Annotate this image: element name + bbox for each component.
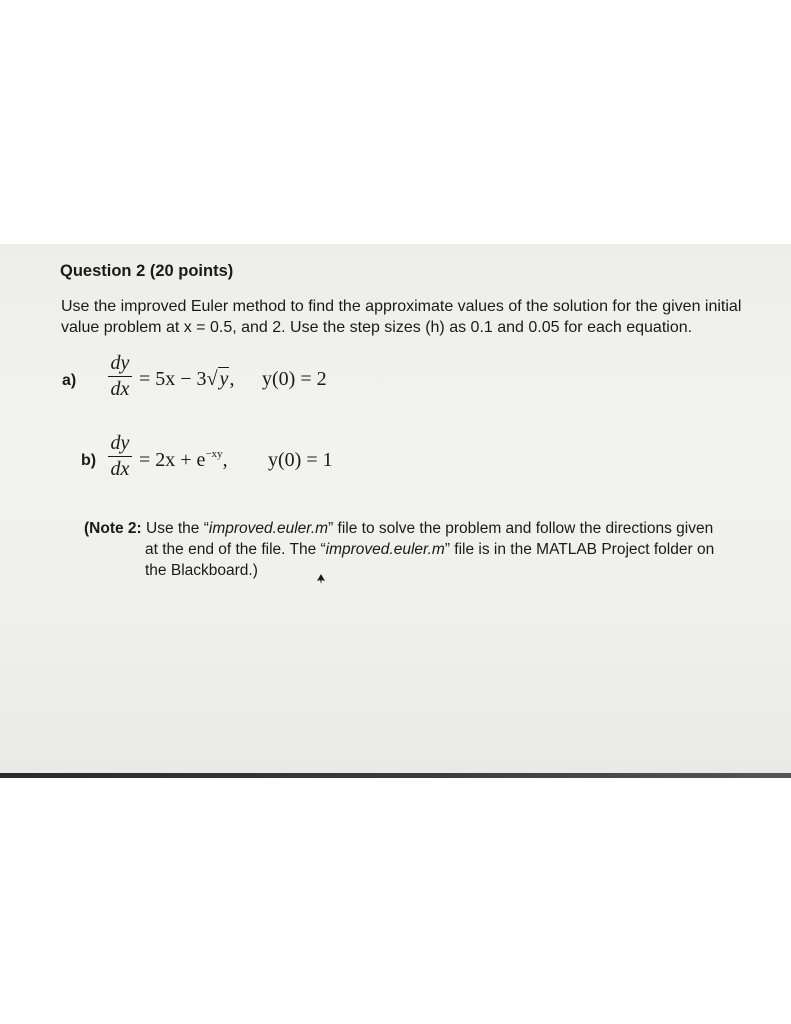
- part-b-label: b): [81, 452, 97, 469]
- mouse-cursor-icon: [317, 574, 325, 584]
- note-file-2: improved.euler.m: [325, 541, 445, 558]
- note-block: [84, 518, 744, 581]
- part-a-root-arg: y: [219, 368, 229, 390]
- part-b-exponent: −xy: [205, 448, 223, 460]
- note-line-3: the Blackboard.): [145, 562, 258, 579]
- note-line-1: [84, 518, 744, 539]
- part-b-initial-condition: y(0) = 1: [268, 449, 333, 471]
- fraction-bar: [108, 376, 132, 377]
- part-a-initial-condition: y(0) = 2: [262, 368, 327, 390]
- part-b-rhs: [139, 449, 228, 472]
- part-a-numerator: dy: [110, 352, 130, 374]
- part-a-derivative: [107, 352, 133, 401]
- part-a-comma: ,: [229, 368, 235, 390]
- part-a-label: a): [62, 372, 77, 389]
- note-line-2-text: at the end of the file. The “: [145, 541, 326, 558]
- part-b-derivative: [107, 432, 133, 481]
- note-text-1: Use the “: [141, 520, 209, 537]
- part-a-rhs: [139, 368, 234, 391]
- part-a-denominator: dx: [110, 378, 130, 400]
- note-line-2: [84, 539, 744, 560]
- part-b-rhs-text: = 2x + e: [139, 449, 206, 471]
- photo-bottom-edge: [0, 773, 791, 778]
- part-a-rhs-text: = 5x − 3: [139, 368, 207, 390]
- question-intro: Use the improved Euler method to find the approximate values of the solution for the given initial value problem at x = 0.5, and 2. Use the step sizes (h) as 0.1 and 0.05 for each equation.: [61, 298, 742, 336]
- note-text-3: ” file is in the MATLAB Project folder on: [444, 541, 715, 558]
- fraction-bar: [108, 456, 132, 457]
- note-text-2: ” file to solve the problem and follow the directions given: [328, 520, 714, 537]
- part-b-denominator: dx: [110, 458, 130, 480]
- note-file-1: improved.euler.m: [208, 520, 329, 537]
- note-label: (Note 2:: [84, 520, 142, 537]
- sqrt-symbol: √ y: [206, 368, 229, 390]
- part-b-numerator: dy: [110, 432, 130, 454]
- part-b-comma: ,: [222, 449, 228, 471]
- question-title: Question 2 (20 points): [60, 262, 234, 280]
